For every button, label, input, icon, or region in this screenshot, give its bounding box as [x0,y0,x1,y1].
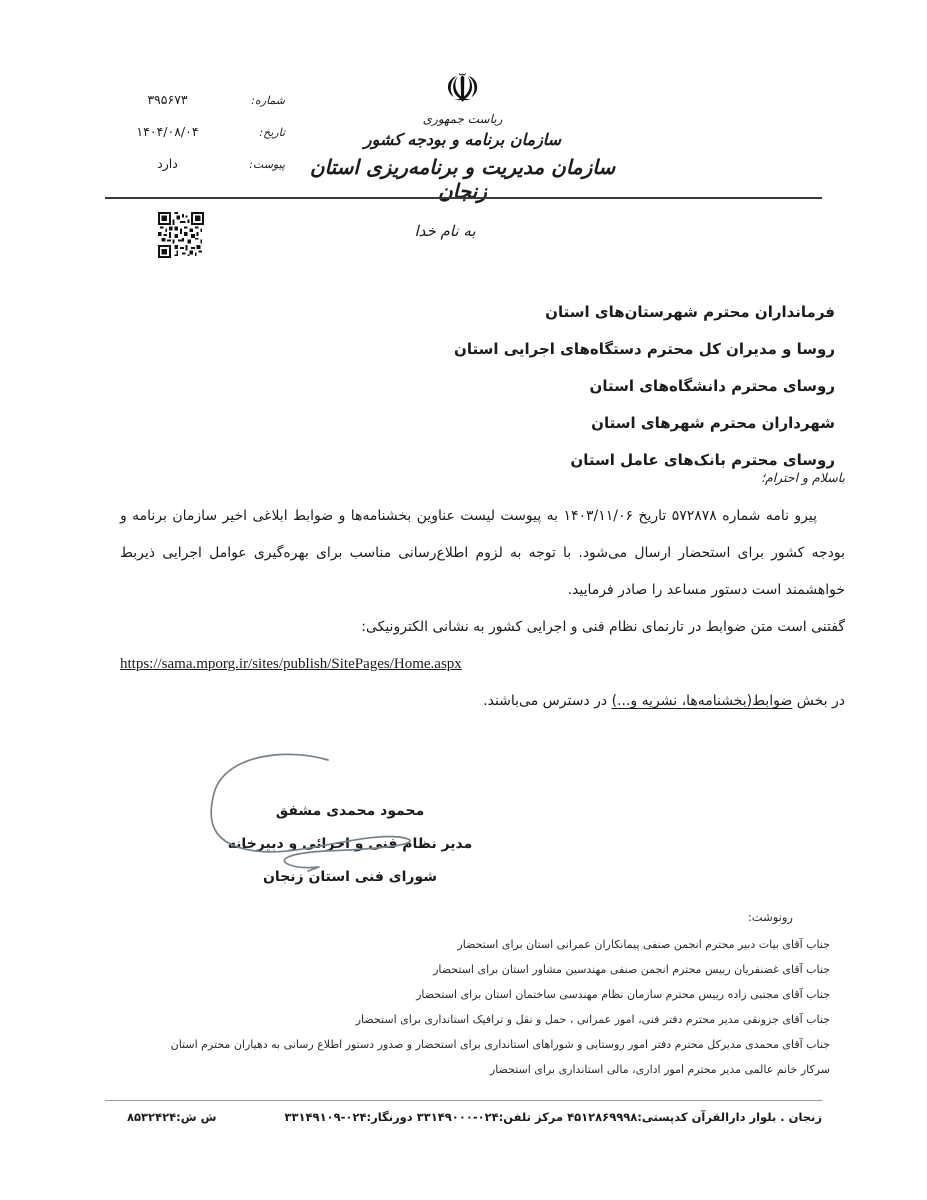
iran-emblem-icon: ☫ [444,66,481,112]
footer-address: زنجان . بلوار دارالقرآن کدپستی:۴۵۱۲۸۶۹۹۹۸ مرکز تلفن:۰۲۴-۳۳۱۴۹۰۰۰ دورنگار:۰۲۴-۳۳۱۴۹۱۰۹ [284,1110,822,1124]
availability-prefix: در بخش [792,693,845,709]
meta-date-value: ۱۴۰۴/۰۸/۰۴ [136,124,199,139]
recipient-line: شهرداران محترم شهرهای استان [591,414,835,432]
meta-attachment-row [85,156,285,171]
footer-divider [105,1100,822,1101]
cc-item: جناب آقای مجتبی زاده رییس محترم سازمان نظام مهندسی ساختمان استان برای استحضار [416,988,830,1001]
recipient-line: روسای محترم بانک‌های عامل استان [570,451,835,469]
cc-item: سرکار خانم عالمی مدیر محترم امور اداری، مالی استانداری برای استحضار [489,1063,830,1076]
sama-url-link[interactable]: https://sama.mporg.ir/sites/publish/SitePages/Home.aspx [120,656,462,672]
letter-body [120,498,845,720]
availability-line [120,683,845,720]
header-divider [105,197,822,199]
signatory-title-line2: شورای فنی استان زنجان [262,869,437,885]
cc-heading: رونوشت: [747,910,793,924]
qr-code-icon [158,212,204,258]
meta-number-label: شماره: [251,94,285,107]
cc-item: جناب آقای محمدی مدیرکل محترم دفتر امور روستایی و شوراهای استانداری برای استحضار و صدور دستور اطلاع رسانی به دهیاران محترم استان [170,1038,830,1051]
availability-underlined: ضوابط(بخشنامه‌ها، نشریه و...) [611,693,793,709]
cc-item: جناب آقای غضنفریان رییس محترم انجمن صنفی مهندسین مشاور استان برای استحضار [433,963,830,976]
signature-block [205,795,495,894]
body-note-line: گفتنی است متن ضوابط در تارنمای نظام فنی و اجرایی کشور به نشانی الکترونیکی: [361,619,845,635]
meta-attachment-value: دارد [157,156,178,171]
signatory-name: محمود محمدی مشفق [275,803,425,819]
cc-item: جناب آقای جزونقی مدیر محترم دفتر فنی، امور عمرانی ، حمل و نقل و ترافیک استانداری برای استحضار [355,1013,830,1026]
letter-meta [85,92,285,188]
salutation-text: باسلام و احترام؛ [761,470,845,485]
recipient-line: روسا و مدیران کل محترم دستگاه‌های اجرایی استان [454,340,835,358]
letterhead-provincial-organization: سازمان مدیریت و برنامه‌ریزی استان زنجان [309,155,616,203]
recipients-list [454,294,835,479]
recipient-line: روسای محترم دانشگاه‌های استان [589,377,835,395]
meta-date-row [85,124,285,139]
availability-suffix: در دسترس می‌باشند. [483,693,612,709]
signatory-title-line1: مدیر نظام فنی و اجرائی و دبیرخانه [227,836,473,852]
footer-serial-number: ش ش:۸۵۳۲۴۲۴ [127,1110,217,1124]
cc-item: جناب آقای بیات دبیر محترم انجمن صنفی پیمانکاران عمرانی استان برای استحضار [457,938,830,951]
meta-date-label: تاریخ: [259,126,285,139]
recipient-line: فرمانداران محترم شهرستان‌های استان [545,303,835,321]
footer-bar [105,1110,822,1124]
letterhead-presidency: ریاست جمهوری [422,112,503,126]
cc-section [110,910,830,1082]
besmellah-text: به نام خدا [414,222,476,240]
letterhead-organization: سازمان برنامه و بودجه کشور [363,130,562,149]
body-paragraph: پیرو نامه شماره ۵۷۲۸۷۸ تاریخ ۱۴۰۳/۱۱/۰۶ به پیوست لیست عناوین بخشنامه‌ها و ضوابط ابلاغی اخیر سازمان برنامه و بودجه کشور برای استحضار ارسال می‌شود. با توجه به لزوم اطلاع‌رسانی مناسب برای بهره‌گیری عوامل اجرایی ذیربط خواهشمند است دستور مساعد را صادر فرمایید. [120,508,845,598]
meta-number-value: ۳۹۵۶۷۳ [147,92,188,107]
meta-number-row [85,92,285,107]
letterhead [295,68,630,203]
meta-attachment-label: پیوست: [249,158,285,171]
sama-url-line [120,646,845,683]
